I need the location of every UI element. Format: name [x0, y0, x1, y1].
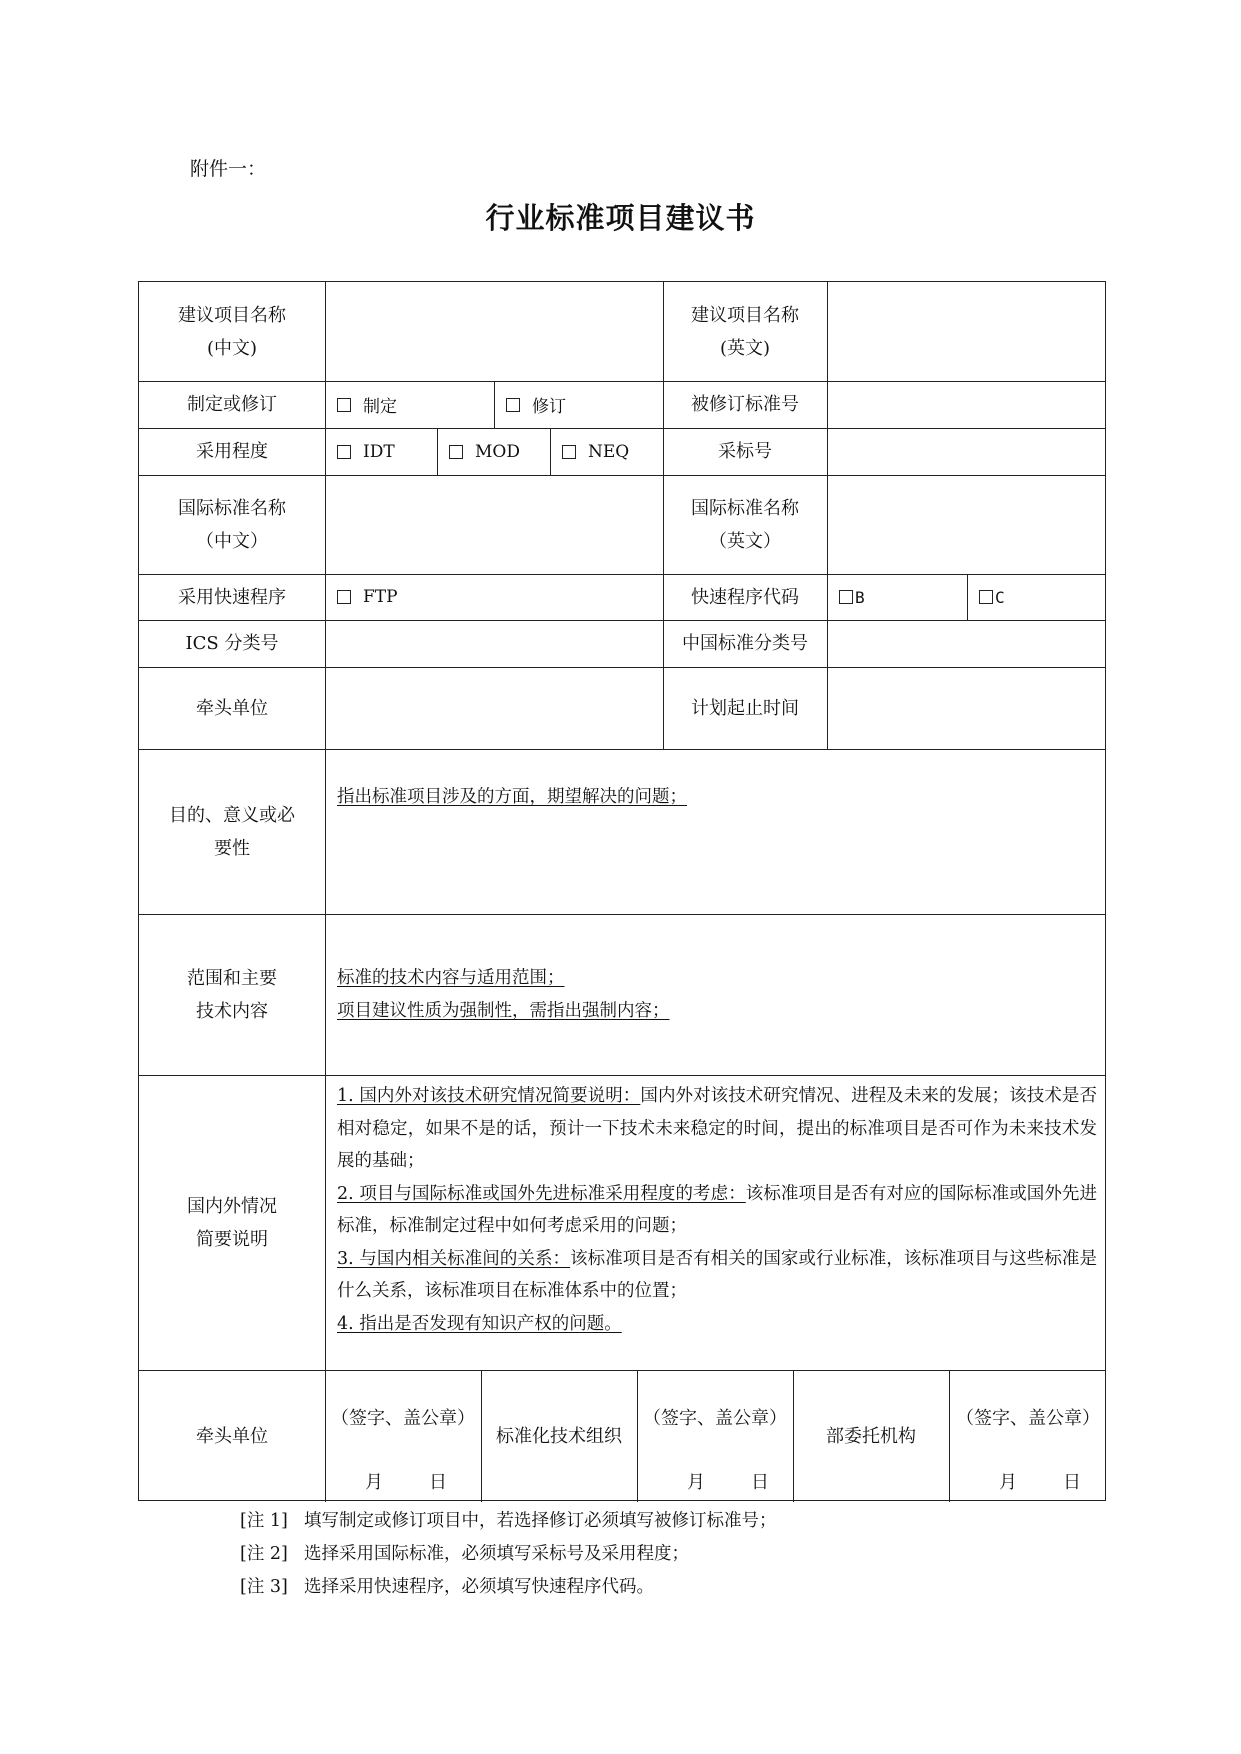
- sign-tc-label: 标准化技术组织: [496, 1425, 622, 1447]
- ics-field[interactable]: [325, 620, 663, 667]
- fast-code-label: 快速程序代码: [691, 586, 799, 608]
- situation-text[interactable]: [337, 1080, 1097, 1340]
- note-2: [注 2] 选择采用国际标准，必须填写采标号及采用程度；: [240, 1544, 689, 1564]
- sign-ministry-field[interactable]: （签字、盖公章） 月 日: [956, 1408, 1100, 1493]
- name-cn-field[interactable]: [325, 282, 663, 381]
- option-ftp[interactable]: FTP: [337, 574, 663, 620]
- note-3: [注 3] 选择采用快速程序，必须填写快速程序代码。: [240, 1577, 654, 1597]
- adopt-std-label: 采标号: [718, 441, 772, 462]
- intl-en-field[interactable]: [827, 475, 1107, 574]
- sign-tc-field[interactable]: （签字、盖公章） 月 日: [643, 1408, 787, 1493]
- situation-label: 国内外情况 简要说明: [187, 1195, 277, 1250]
- checkbox-icon: [449, 445, 463, 459]
- option-formulate[interactable]: 制定: [337, 381, 494, 428]
- option-mod[interactable]: MOD: [449, 428, 550, 475]
- attachment-label: 附件一：: [190, 158, 267, 180]
- option-revise[interactable]: 修订: [506, 381, 663, 428]
- checkbox-icon: [839, 590, 853, 604]
- intl-en-label: 国际标准名称 （英文）: [691, 497, 799, 552]
- sign-lead-label: 牵头单位: [196, 1425, 268, 1447]
- situation-item-2: 2. 项目与国际标准或国外先进标准采用程度的考虑：该标准项目是否有对应的国际标准或国外先进标准，标准制定过程中如何考虑采用的问题；: [337, 1183, 1098, 1236]
- note-1: [注 1] 填写制定或修订项目中，若选择修订必须填写被修订标准号；: [240, 1511, 777, 1531]
- name-en-label: 建议项目名称 (英文): [691, 304, 799, 359]
- lead-unit-label: 牵头单位: [196, 697, 268, 719]
- checkbox-icon: [506, 398, 520, 412]
- situation-item-3: 3. 与国内相关标准间的关系：该标准项目是否有相关的国家或行业标准，该标准项目与这些标准是什么关系，该标准项目在标准体系中的位置；: [337, 1248, 1097, 1301]
- option-b[interactable]: B: [839, 574, 967, 620]
- ccs-field[interactable]: [827, 620, 1107, 667]
- proposal-form: [138, 281, 1106, 1501]
- scope-text[interactable]: 标准的技术内容与适用范围； 项目建议性质为强制性，需指出强制内容；: [337, 968, 670, 1021]
- revised-std-field[interactable]: [827, 381, 1107, 428]
- checkbox-icon: [337, 398, 351, 412]
- lead-unit-field[interactable]: [325, 667, 663, 749]
- sign-ministry-label: 部委托机构: [826, 1425, 916, 1447]
- purpose-text[interactable]: 指出标准项目涉及的方面，期望解决的问题；: [337, 787, 687, 807]
- ics-label: ICS 分类号: [185, 633, 279, 654]
- revise-label: 制定或修订: [187, 394, 277, 415]
- adopt-label: 采用程度: [196, 441, 268, 462]
- option-idt[interactable]: IDT: [337, 428, 437, 475]
- situation-item-4: 4. 指出是否发现有知识产权的问题。: [337, 1313, 622, 1334]
- plan-time-label: 计划起止时间: [691, 697, 799, 719]
- notes: [240, 1505, 777, 1604]
- option-neq[interactable]: NEQ: [562, 428, 663, 475]
- revised-std-label: 被修订标准号: [691, 394, 799, 415]
- intl-cn-field[interactable]: [325, 475, 663, 574]
- sign-lead-field[interactable]: （签字、盖公章） 月 日: [331, 1408, 475, 1493]
- option-c[interactable]: C: [979, 574, 1107, 620]
- page-title: 行业标准项目建议书: [485, 201, 756, 235]
- checkbox-icon: [562, 445, 576, 459]
- purpose-label: 目的、意义或必 要性: [169, 804, 295, 859]
- fast-label: 采用快速程序: [178, 586, 286, 608]
- situation-item-1: 1. 国内外对该技术研究情况简要说明：国内外对该技术研究情况、进程及未来的发展；该技术是否相对稳定，如果不是的话，预计一下技术未来稳定的时间，提出的标准项目是否可作为未来技术发展的基础；: [337, 1086, 1098, 1171]
- checkbox-icon: [337, 590, 351, 604]
- scope-label: 范围和主要 技术内容: [187, 967, 277, 1022]
- ccs-label: 中国标准分类号: [682, 633, 808, 654]
- plan-time-field[interactable]: [827, 667, 1107, 749]
- intl-cn-label: 国际标准名称 （中文）: [178, 497, 286, 552]
- checkbox-icon: [337, 445, 351, 459]
- checkbox-icon: [979, 590, 993, 604]
- name-en-field[interactable]: [827, 282, 1107, 381]
- adopt-std-field[interactable]: [827, 428, 1107, 475]
- name-cn-label: 建议项目名称 (中文): [178, 304, 286, 359]
